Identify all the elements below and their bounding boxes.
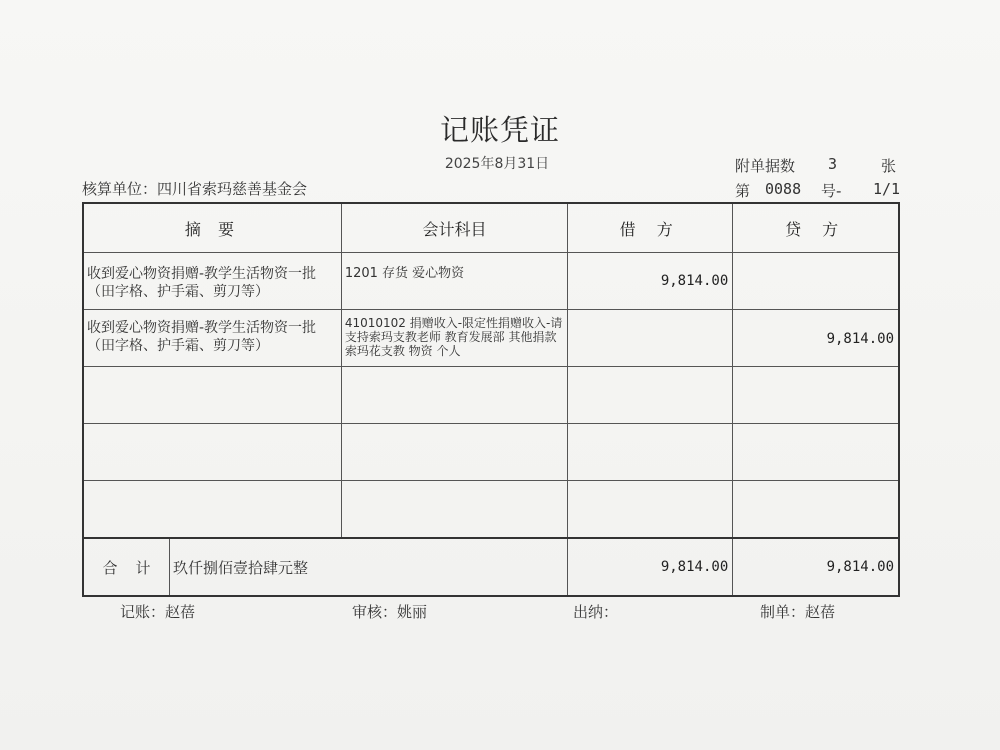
entry-summary: 收到爱心物资捐赠-教学生活物资一批（田字格、护手霜、剪刀等）: [87, 320, 317, 354]
total-label: 合计: [84, 539, 170, 595]
preparer-signature: [760, 601, 835, 622]
total-row: [83, 538, 899, 596]
attachment-count: [735, 155, 900, 176]
total-credit: 9,814.00: [826, 559, 894, 575]
bookkeeper-signature: [120, 601, 195, 622]
preparer-name: 赵蓓: [805, 603, 836, 621]
header-credit: 贷 方: [733, 203, 899, 253]
table-row-empty: [83, 367, 899, 424]
date-text: 2025年8月31日: [444, 156, 550, 172]
voucher-title: 记账凭证: [439, 113, 560, 147]
number-value: 0088: [765, 180, 802, 198]
voucher-number: [735, 180, 900, 201]
table-row-empty: [83, 481, 899, 539]
number-prefix: 第: [735, 182, 751, 200]
entry-credit: [733, 253, 898, 273]
number-suffix: 号-: [821, 182, 842, 200]
preparer-label: 制单：: [760, 603, 806, 621]
attach-unit: 张: [881, 157, 897, 175]
cashier-label: 出纳：: [573, 603, 619, 621]
total-amount-words: 玖仟捌佰壹拾肆元整: [173, 558, 309, 577]
entry-credit: 9,814.00: [826, 331, 894, 347]
total-debit: 9,814.00: [660, 559, 729, 575]
entry-account: 1201 存货 爱心物资: [344, 266, 465, 281]
entry-account: 41010102 捐赠收入-限定性捐赠收入-请支持索玛支教老师 教育发展部 其他捐款 索玛花支教 物资 个人: [344, 316, 563, 358]
bookkeeper-name: 赵蓓: [165, 603, 196, 621]
unit-name: 四川省索玛慈善基金会: [157, 180, 308, 198]
entry-debit: 9,814.00: [660, 273, 729, 289]
voucher-table: [82, 202, 900, 597]
table-row: [83, 310, 899, 367]
table-row: [83, 253, 899, 310]
cashier-signature: [573, 601, 618, 622]
unit-label: 核算单位：: [82, 180, 158, 198]
entry-debit: [568, 310, 732, 331]
attach-label: 附单据数: [735, 157, 796, 175]
header-debit: 借 方: [568, 203, 733, 253]
accounting-unit: [82, 178, 307, 199]
entry-summary: 收到爱心物资捐赠-教学生活物资一批（田字格、护手霜、剪刀等）: [87, 266, 317, 300]
attach-count: 3: [828, 155, 838, 173]
reviewer-signature: [352, 601, 427, 622]
table-header-row: [83, 203, 899, 253]
header-summary: 摘 要: [83, 203, 341, 253]
reviewer-label: 审核：: [352, 603, 398, 621]
bookkeeper-label: 记账：: [120, 603, 166, 621]
page-indicator: 1/1: [873, 180, 901, 198]
reviewer-name: 姚丽: [397, 603, 428, 621]
header-account: 会计科目: [341, 203, 567, 253]
table-row-empty: [83, 424, 899, 481]
